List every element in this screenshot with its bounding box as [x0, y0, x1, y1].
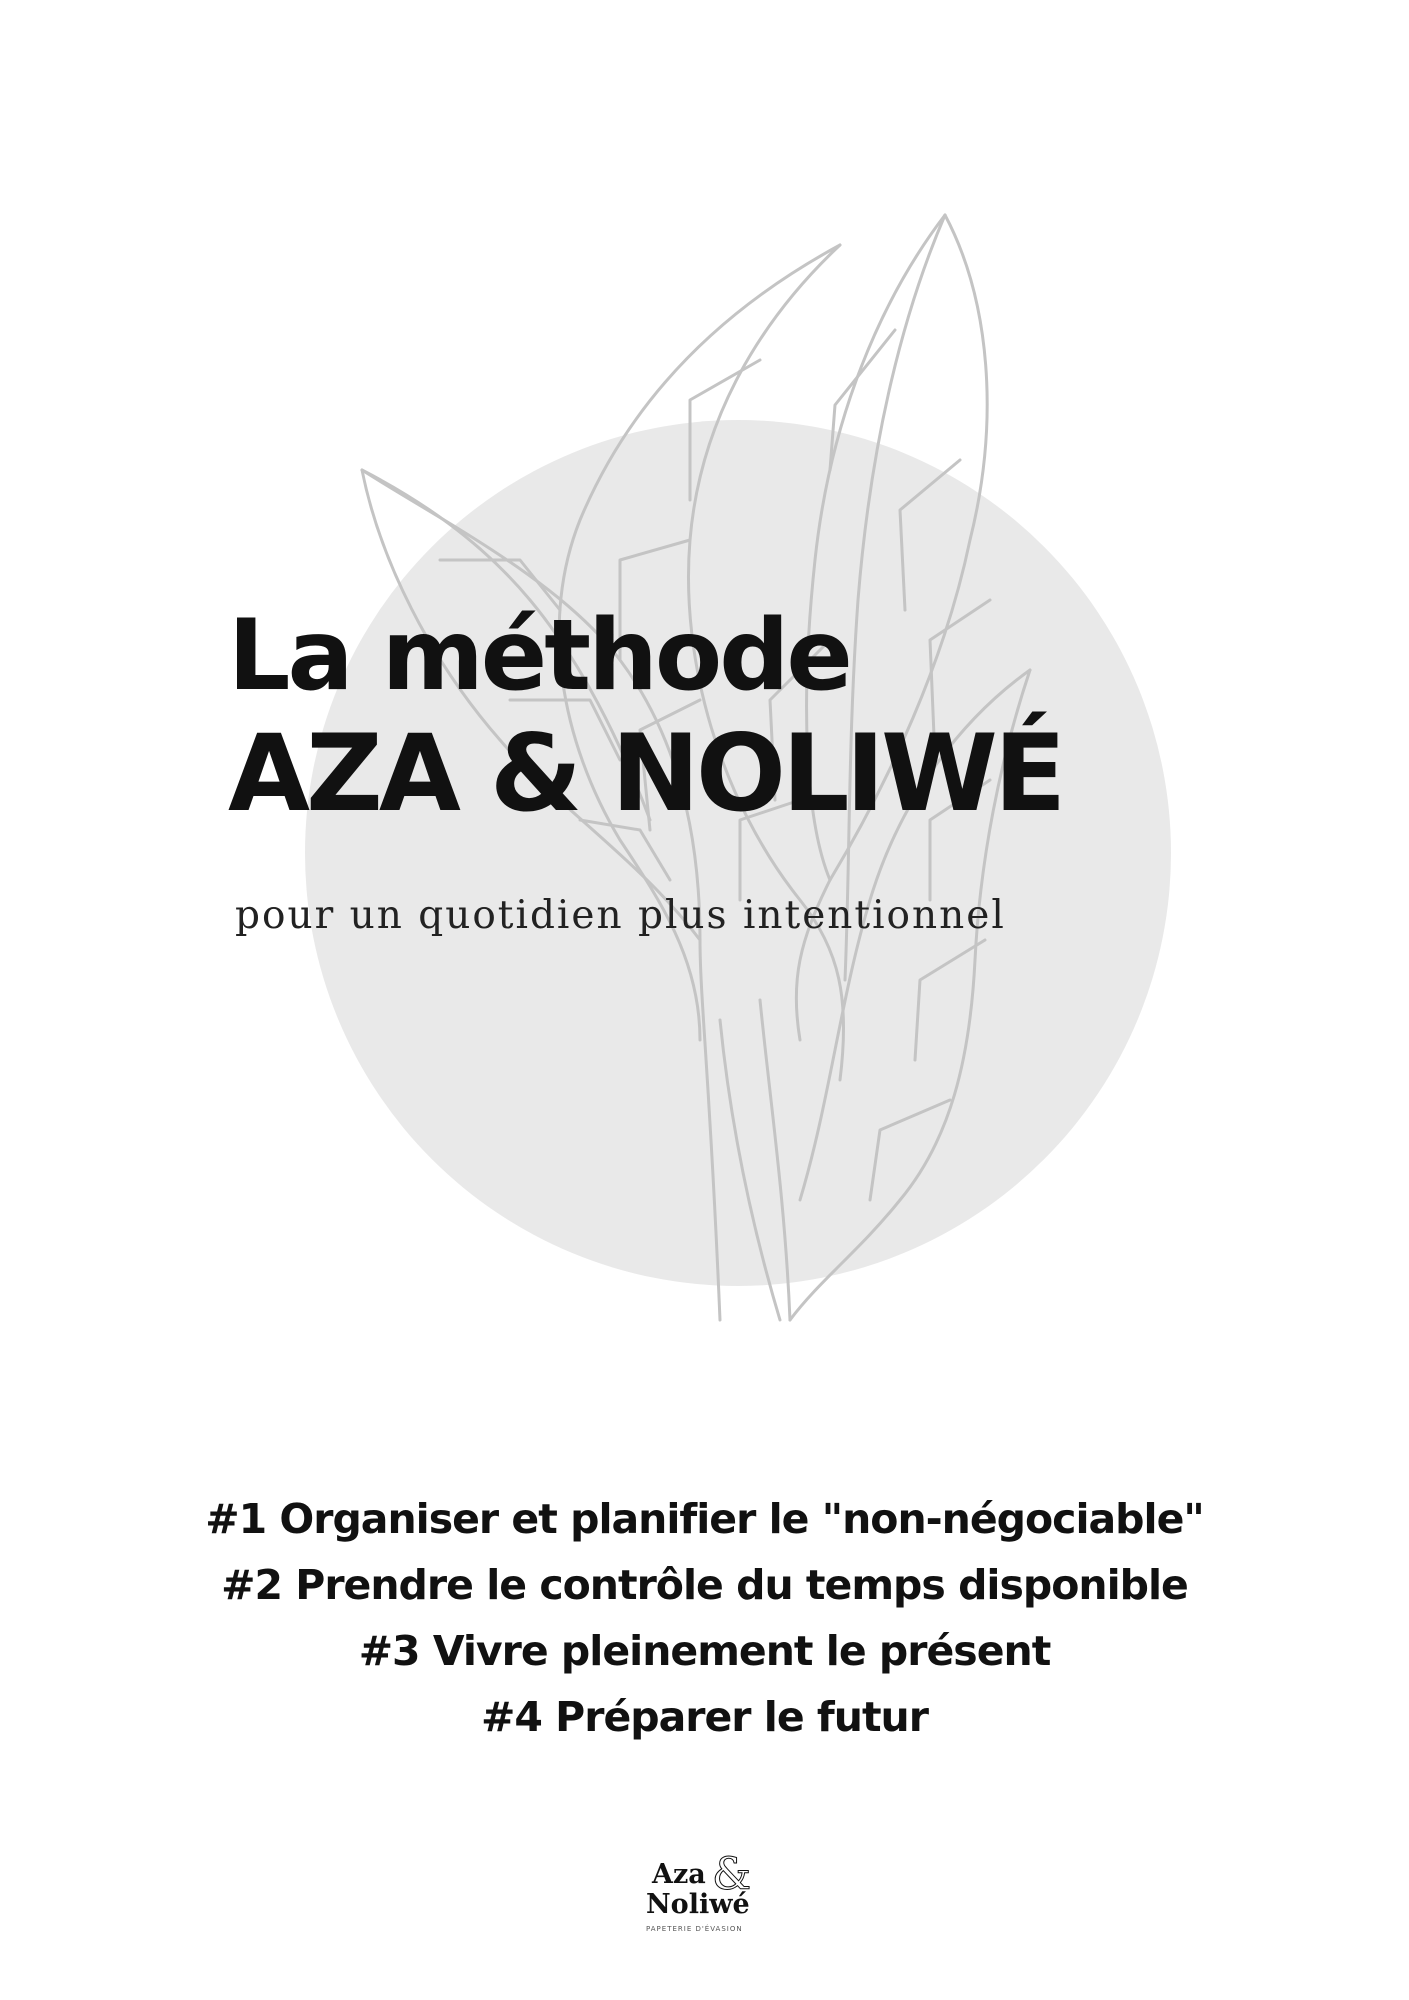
- steps-list: [0, 1486, 1409, 1750]
- logo-name-line1: Aza: [652, 1859, 706, 1890]
- step-item-3: #3 Vivre pleinement le présent: [358, 1627, 1051, 1675]
- logo-name-line2: Noliwé: [646, 1889, 750, 1920]
- brand-logo: [642, 1849, 772, 1945]
- page-title-line2: AZA & NOLIWÉ: [228, 712, 1063, 835]
- page-subtitle: pour un quotidien plus intentionnel: [235, 893, 1006, 938]
- step-item-1: #1 Organiser et planifier le "non-négociable": [205, 1495, 1204, 1543]
- logo-ampersand: &: [712, 1849, 752, 1900]
- page-title-line1: La méthode: [228, 599, 850, 713]
- title-block: [228, 600, 1228, 836]
- step-item-2: #2 Prendre le contrôle du temps disponible: [221, 1561, 1188, 1609]
- step-item-4: #4 Préparer le futur: [481, 1693, 928, 1741]
- logo-tagline: PAPETERIE D'ÉVASION: [646, 1925, 743, 1933]
